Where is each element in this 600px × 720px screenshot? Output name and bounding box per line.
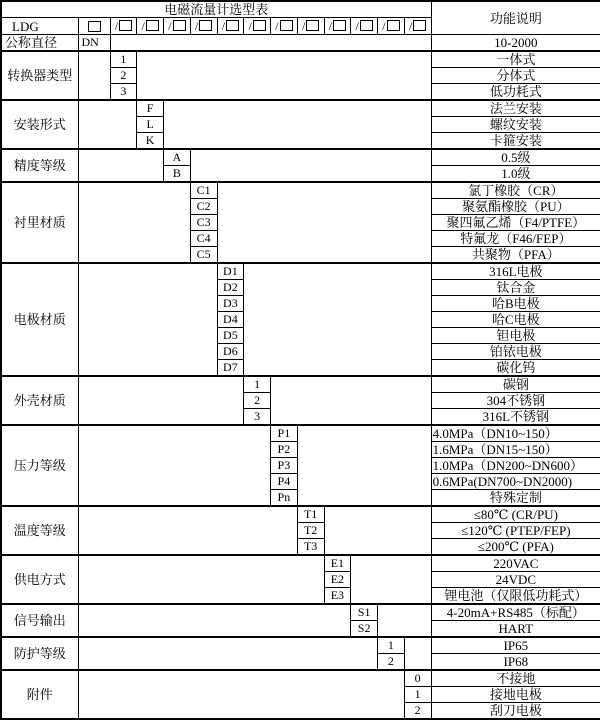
option-code-cell: 1 — [110, 51, 137, 68]
filler-cell — [78, 637, 378, 670]
option-code-cell: C5 — [190, 247, 217, 264]
group-label: 信号输出 — [1, 604, 78, 637]
option-code-cell: E1 — [324, 555, 351, 572]
option-desc-cell: 1.0MPa（DN200~DN600） — [431, 458, 600, 474]
checkbox-slot-icon — [306, 20, 319, 31]
group-label: 供电方式 — [1, 555, 78, 604]
option-code-cell: D4 — [217, 312, 244, 328]
option-code-cell: 3 — [244, 409, 271, 426]
dn-row — [1, 35, 600, 52]
filler-cell — [351, 555, 431, 604]
function-column-header: 功能说明 — [431, 1, 600, 35]
option-code-cell: 2 — [404, 703, 431, 720]
option-row — [1, 637, 600, 654]
option-desc-cell: ≤200℃ (PFA) — [431, 539, 600, 556]
filler-cell — [137, 51, 431, 100]
option-code-cell: 0 — [404, 670, 431, 687]
filler-cell — [324, 506, 431, 555]
slash-separator: / — [114, 19, 119, 33]
option-code-cell: 3 — [110, 84, 137, 101]
group-label: 衬里材质 — [1, 182, 78, 263]
filler-cell — [190, 149, 431, 182]
option-desc-cell: 接地电极 — [431, 687, 600, 703]
option-row — [1, 182, 600, 199]
slash-separator: / — [221, 19, 226, 33]
option-code-cell: 1 — [378, 637, 405, 654]
model-slot-cell — [297, 18, 324, 35]
filler-cell — [164, 100, 432, 149]
option-desc-cell: 0.5级 — [431, 149, 600, 166]
option-row — [1, 425, 600, 442]
filler-cell — [78, 149, 164, 182]
dn-label: 公称直径 — [1, 35, 78, 52]
option-desc-cell: 碳钢 — [431, 376, 600, 393]
model-slot-cell — [404, 18, 431, 35]
filler-cell — [217, 182, 431, 263]
option-desc-cell: 哈B电极 — [431, 296, 600, 312]
slash-separator: / — [382, 19, 386, 33]
option-desc-cell: 卡箍安装 — [431, 133, 600, 150]
filler-cell — [78, 51, 110, 100]
option-code-cell: C3 — [190, 215, 217, 231]
option-code-cell: L — [137, 117, 164, 133]
model-slot-cell — [164, 18, 191, 35]
option-code-cell: C1 — [190, 182, 217, 199]
model-slot-cell — [190, 18, 217, 35]
option-desc-cell: 不接地 — [431, 670, 600, 687]
checkbox-slot-icon — [387, 20, 400, 31]
filler-cell — [271, 376, 432, 425]
option-row — [1, 51, 600, 68]
checkbox-slot-icon — [146, 20, 159, 31]
filler-cell — [404, 637, 431, 670]
filler-cell — [297, 425, 431, 506]
checkbox-slot-icon — [333, 20, 346, 31]
option-desc-cell: ≤80℃ (CR/PU) — [431, 506, 600, 523]
option-desc-cell: 1.0级 — [431, 166, 600, 183]
model-slot-cell — [244, 18, 271, 35]
option-row — [1, 263, 600, 280]
slash-separator: / — [194, 19, 199, 33]
filler-cell — [78, 263, 217, 376]
dn-code-cell: DN — [78, 35, 110, 52]
page-title: 电磁流量计选型表 — [1, 1, 431, 18]
group-label: 防护等级 — [1, 637, 78, 670]
option-code-cell: 1 — [404, 687, 431, 703]
checkbox-slot-icon — [360, 20, 373, 31]
option-desc-cell: 钛合金 — [431, 280, 600, 296]
filler-cell — [78, 100, 137, 149]
option-row — [1, 149, 600, 166]
filler-cell — [78, 182, 190, 263]
slash-separator: / — [248, 19, 252, 33]
filler-cell — [78, 555, 324, 604]
checkbox-slot-icon — [88, 21, 101, 32]
model-box-cell — [78, 18, 110, 35]
option-code-cell: 2 — [244, 393, 271, 409]
option-desc-cell: 304不锈钢 — [431, 393, 600, 409]
slash-separator: / — [275, 19, 279, 33]
option-desc-cell: 碳化钨 — [431, 360, 600, 377]
slash-separator: / — [328, 19, 333, 33]
checkbox-slot-icon — [280, 20, 293, 31]
filler-cell — [78, 425, 271, 506]
option-desc-cell: 低功耗式 — [431, 84, 600, 101]
option-desc-cell: 氯丁橡胶（CR） — [431, 182, 600, 199]
group-label: 压力等级 — [1, 425, 78, 506]
option-desc-cell: 4-20mA+RS485（标配） — [431, 604, 600, 621]
option-code-cell: T2 — [297, 523, 324, 539]
option-code-cell: P2 — [271, 442, 298, 458]
filler-cell — [78, 670, 404, 719]
filler-cell — [78, 604, 351, 637]
option-code-cell: 2 — [378, 654, 405, 671]
dn-desc-cell: 10-2000 — [431, 35, 600, 52]
option-code-cell: C2 — [190, 199, 217, 215]
option-desc-cell: 分体式 — [431, 68, 600, 84]
option-code-cell: D7 — [217, 360, 244, 377]
model-slot-cell — [271, 18, 298, 35]
option-desc-cell: 聚氨酯橡胶（PU） — [431, 199, 600, 215]
option-code-cell: D6 — [217, 344, 244, 360]
option-code-cell: E2 — [324, 572, 351, 588]
option-code-cell: D1 — [217, 263, 244, 280]
checkbox-slot-icon — [199, 20, 212, 31]
option-desc-cell: HART — [431, 621, 600, 638]
option-code-cell: S1 — [351, 604, 378, 621]
option-desc-cell: 钽电极 — [431, 328, 600, 344]
option-code-cell: D5 — [217, 328, 244, 344]
option-desc-cell: 1.6MPa（DN15~150） — [431, 442, 600, 458]
filler-cell — [78, 376, 244, 425]
option-desc-cell: 220VAC — [431, 555, 600, 572]
option-code-cell: Pn — [271, 490, 298, 507]
filler-cell — [244, 263, 431, 376]
checkbox-slot-icon — [173, 20, 186, 31]
group-label: 外壳材质 — [1, 376, 78, 425]
option-row — [1, 555, 600, 572]
option-desc-cell: IP68 — [431, 654, 600, 671]
option-desc-cell: 螺纹安装 — [431, 117, 600, 133]
model-slot-cell — [110, 18, 137, 35]
option-desc-cell: ≤120℃ (PTEP/FEP) — [431, 523, 600, 539]
filler-cell — [378, 604, 432, 637]
option-code-cell: S2 — [351, 621, 378, 638]
option-desc-cell: 共聚物（PFA） — [431, 247, 600, 264]
slash-separator: / — [408, 19, 413, 33]
option-desc-cell: IP65 — [431, 637, 600, 654]
option-desc-cell: 0.6MPa(DN700~DN2000) — [431, 474, 600, 490]
option-desc-cell: 铂铱电极 — [431, 344, 600, 360]
model-slot-cell — [217, 18, 244, 35]
model-slot-cell — [137, 18, 164, 35]
option-desc-cell: 特殊定制 — [431, 490, 600, 507]
option-desc-cell: 24VDC — [431, 572, 600, 588]
option-code-cell: E3 — [324, 588, 351, 605]
checkbox-slot-icon — [119, 20, 132, 31]
slash-separator: / — [355, 19, 359, 33]
group-label: 转换器类型 — [1, 51, 78, 100]
option-code-cell: P3 — [271, 458, 298, 474]
checkbox-slot-icon — [253, 20, 266, 31]
option-code-cell: K — [137, 133, 164, 150]
option-desc-cell: 哈C电极 — [431, 312, 600, 328]
slash-separator: / — [301, 19, 306, 33]
option-code-cell: P4 — [271, 474, 298, 490]
option-desc-cell: 316L电极 — [431, 263, 600, 280]
option-desc-cell: 316L不锈钢 — [431, 409, 600, 426]
option-code-cell: 2 — [110, 68, 137, 84]
group-label: 精度等级 — [1, 149, 78, 182]
group-label: 温度等级 — [1, 506, 78, 555]
option-code-cell: D2 — [217, 280, 244, 296]
filler-cell — [110, 35, 431, 52]
option-desc-cell: 特氟龙（F46/FEP） — [431, 231, 600, 247]
option-code-cell: A — [164, 149, 191, 166]
option-row — [1, 376, 600, 393]
option-code-cell: T3 — [297, 539, 324, 556]
model-slot-cell — [351, 18, 378, 35]
option-code-cell: 1 — [244, 376, 271, 393]
title-row — [1, 1, 600, 18]
option-desc-cell: 聚四氟乙烯（F4/PTFE） — [431, 215, 600, 231]
checkbox-slot-icon — [413, 20, 426, 31]
option-desc-cell: 锂电池（仅限低功耗式） — [431, 588, 600, 605]
option-row — [1, 506, 600, 523]
option-desc-cell: 刮刀电极 — [431, 703, 600, 720]
option-desc-cell: 法兰安装 — [431, 100, 600, 117]
option-code-cell: P1 — [271, 425, 298, 442]
option-row — [1, 670, 600, 687]
slash-separator: / — [141, 19, 145, 33]
option-desc-cell: 4.0MPa（DN10~150） — [431, 425, 600, 442]
filler-cell — [78, 506, 297, 555]
option-desc-cell: 一体式 — [431, 51, 600, 68]
model-slot-cell — [378, 18, 405, 35]
option-code-cell: D3 — [217, 296, 244, 312]
group-label: 电极材质 — [1, 263, 78, 376]
slash-separator: / — [168, 19, 172, 33]
option-code-cell: B — [164, 166, 191, 183]
option-code-cell: F — [137, 100, 164, 117]
model-prefix: LDG — [1, 18, 78, 35]
group-label: 安装形式 — [1, 100, 78, 149]
group-label: 附件 — [1, 670, 78, 719]
checkbox-slot-icon — [226, 20, 239, 31]
model-slot-cell — [324, 18, 351, 35]
option-row — [1, 100, 600, 117]
option-row — [1, 604, 600, 621]
option-code-cell: T1 — [297, 506, 324, 523]
option-code-cell: C4 — [190, 231, 217, 247]
